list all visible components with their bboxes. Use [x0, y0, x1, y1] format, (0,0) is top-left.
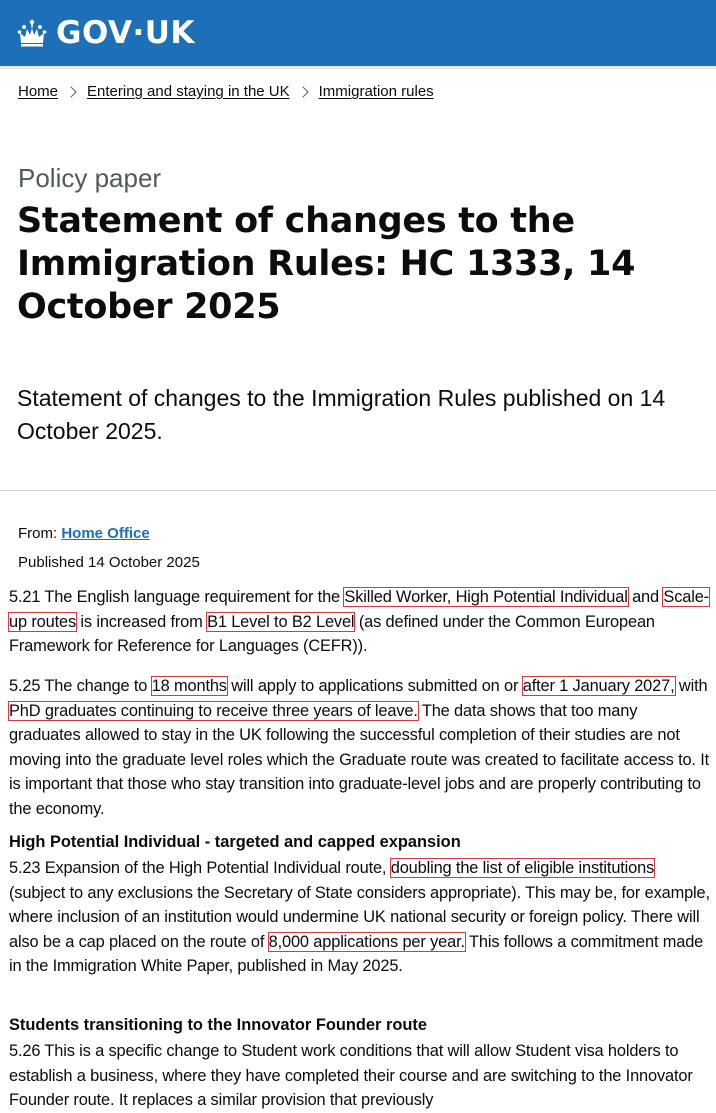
document-type-caption: Policy paper	[18, 163, 162, 193]
metadata-from	[18, 525, 150, 542]
highlight-box: doubling the list of eligible institutions	[390, 859, 655, 877]
text: and	[627, 588, 664, 606]
site-header	[0, 0, 716, 66]
text: This follows a commitment made in the Immigration White Paper, published in May 2025.	[9, 932, 704, 976]
page-title: Statement of changes to the Immigration Rules: HC 1333, 14 October 2025	[17, 201, 636, 327]
highlight-box: PhD graduates continuing to receive three years of leave.	[9, 701, 418, 720]
text: (as defined under the Common European Framework for Reference for Languages (CEFR)).	[9, 612, 655, 656]
govuk-logo-link[interactable]	[16, 10, 195, 56]
highlight-box: after 1 January 2027,	[522, 677, 675, 695]
highlight-box: Scale-up routes	[9, 588, 709, 631]
breadcrumb-immigration-rules-link[interactable]: Immigration rules	[318, 83, 434, 100]
chevron-right-icon	[297, 86, 308, 97]
text: 5.23 Expansion of the High Potential Individual route,	[9, 859, 391, 877]
breadcrumb-entering-staying-link[interactable]: Entering and staying in the UK	[87, 83, 290, 100]
metadata-published: Published 14 October 2025	[18, 554, 200, 571]
paragraph-5-23	[9, 856, 711, 979]
crown-icon	[16, 17, 48, 49]
header-divider	[0, 66, 716, 69]
text: 5.21 The English language requirement for the	[9, 588, 345, 606]
highlight-box: 8,000 applications per year.	[268, 932, 465, 951]
heading-high-potential-individual: High Potential Individual - targeted and capped expansion	[9, 833, 461, 851]
paragraph-5-25	[9, 674, 711, 822]
breadcrumb-home-link[interactable]: Home	[18, 83, 59, 100]
home-office-link[interactable]: Home Office	[61, 525, 150, 542]
lead-paragraph: Statement of changes to the Immigration Rules published on 14 October 2025.	[17, 385, 666, 444]
govuk-logo-text: GOV·UK	[56, 15, 195, 51]
text: with	[674, 677, 708, 695]
text: is increased from	[76, 612, 208, 631]
paragraph-5-21	[9, 585, 711, 659]
chevron-right-icon	[65, 86, 76, 97]
highlight-box: Skilled Worker, High Potential Individual	[344, 588, 628, 606]
section-divider	[0, 490, 716, 491]
highlight-box: B1 Level to B2 Level	[207, 612, 355, 631]
paragraph-5-26: 5.26 This is a specific change to Student work conditions that will allow Student visa holders to establish a business, where they have completed their course and are switching to the Innovator Founder route. It replaces a similar provision that previously	[9, 1042, 693, 1110]
text: The data shows that too many graduates allowed to stay in the UK following the successful completion of their studies are not moving into the graduate level roles which the Graduate route was created to facilitate access to. It is important that those who stay transition into graduate-level jobs and are properly contributing to the economy.	[9, 701, 710, 818]
heading-innovator-founder: Students transitioning to the Innovator Founder route	[9, 1016, 427, 1034]
breadcrumb	[18, 83, 434, 100]
text: (subject to any exclusions the Secretary of State considers appropriate). This may be, for example, where inclusion of an institution would undermine UK national security or foreign policy. There will also be a cap placed on the route of	[9, 883, 710, 951]
text: will apply to applications submitted on or	[226, 677, 523, 695]
highlight-box: 18 months	[151, 677, 227, 695]
from-label: From:	[18, 525, 58, 542]
text: 5.25 The change to	[9, 677, 152, 695]
